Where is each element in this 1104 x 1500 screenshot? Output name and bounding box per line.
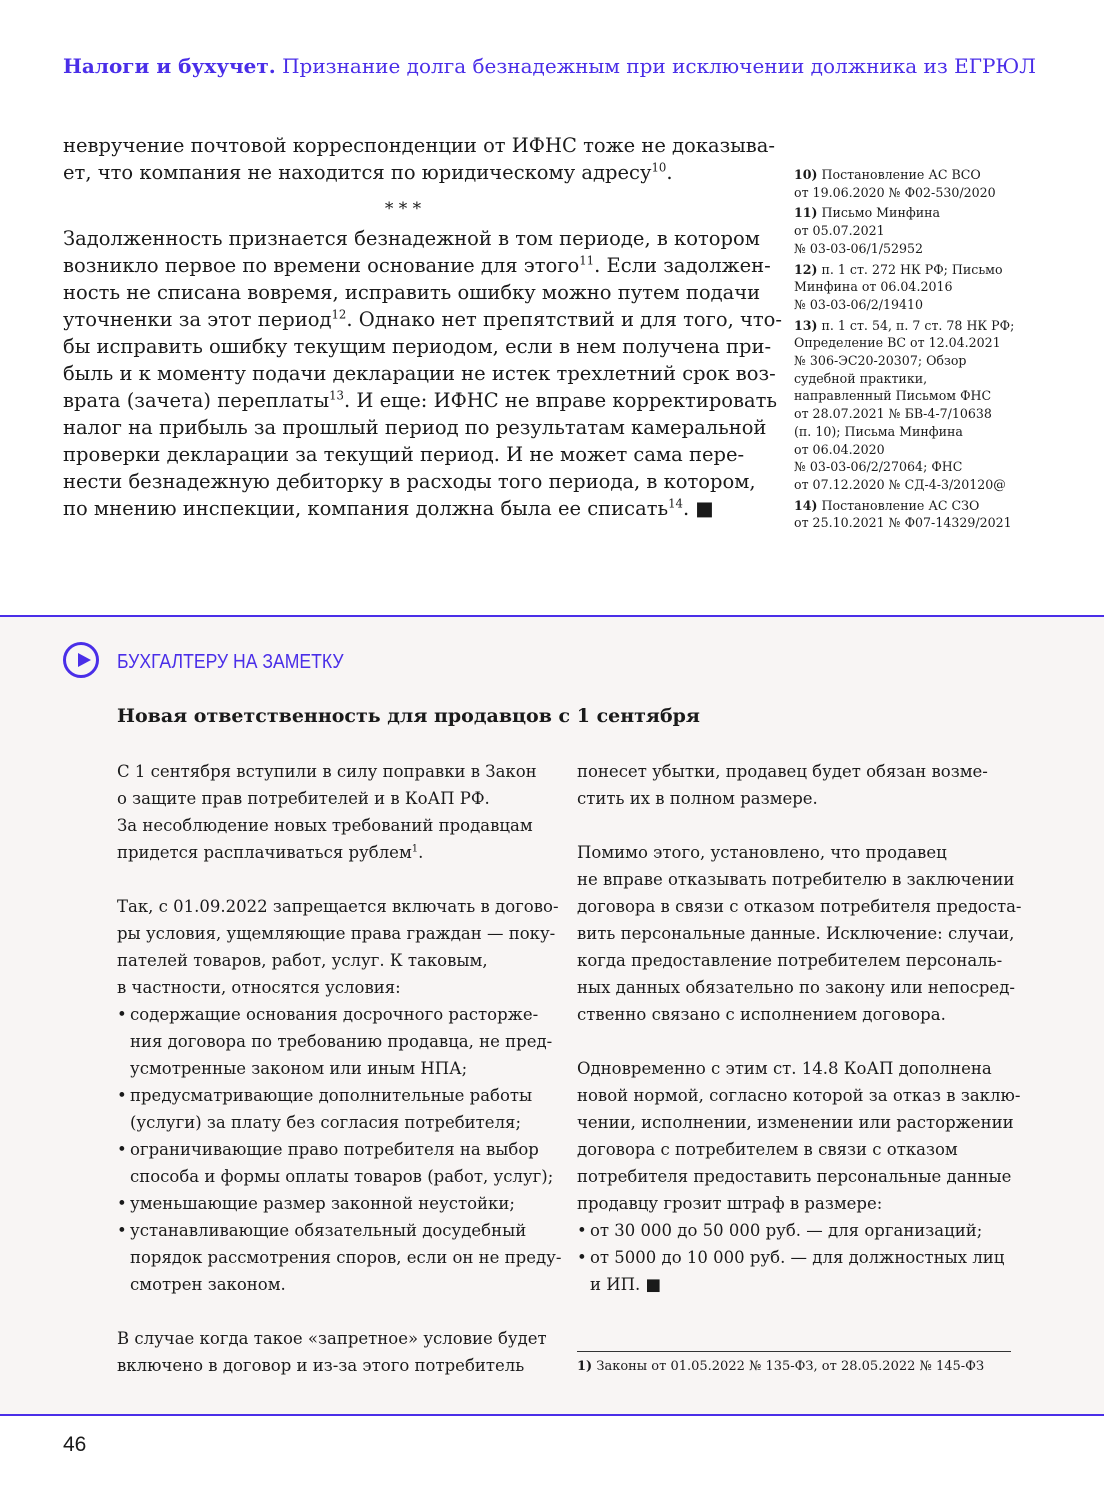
line-text: способа и формы оплаты товаров (работ, услуг); [130,1167,554,1186]
line-text: ственно связано с исполнением договора. [577,1005,946,1024]
list-item-line [117,1028,557,1055]
sidenote-number: 12) [794,261,818,277]
sidenote [794,261,1024,314]
text-line [577,920,1017,947]
text-line: невручение почтовой корреспонденции от ИФНС тоже не доказыва- [63,134,775,157]
sidenote [794,166,1024,201]
line-text: . Однако нет препятствий и для того, что- [346,308,782,331]
box-label: БУХГАЛТЕРУ НА ЗАМЕТКУ [117,651,344,673]
box-column-left [117,758,562,1379]
line-text: вить персональные данные. Исключение: случаи, [577,924,1015,943]
sidenote-line: от 25.10.2021 № Ф07-14329/2021 [794,515,1012,531]
sidenote-line: Постановление АС ВСО [821,167,981,182]
footnote-divider [577,1351,1011,1352]
box-column-right [577,758,1022,1298]
text-line [577,1055,1017,1082]
text-line [577,1136,1017,1163]
line-text: понесет убытки, продавец будет обязан возме- [577,762,988,781]
text-line [63,279,761,306]
text-line [577,1001,1017,1028]
line-text: от 5000 до 10 000 руб. — для должностных лиц [590,1248,1005,1267]
list-item-line [117,1082,557,1109]
text-line [63,225,760,252]
line-text: не вправе отказывать потребителю в заключении [577,870,1015,889]
sidenote-line: (п. 10); Письма Минфина [794,423,963,439]
sidenote-line: Постановление АС СЗО [821,497,980,513]
line-text: и ИП. ■ [590,1275,662,1294]
sidenote-line: № 03-03-06/1/52952 [794,240,924,256]
paragraph-gap [577,812,1017,839]
line-text: Помимо этого, установлено, что продавец [577,843,947,862]
line-text: За несоблюдение новых требований продавцам [117,816,533,835]
page-number: 46 [63,1433,87,1456]
sidenote-line: от 28.07.2021 № БВ-4-7/10638 [794,406,992,422]
line-text: проверки декларации за текущий период. И не может сама пере- [63,443,745,466]
text-line [117,974,557,1001]
sidenote [794,497,1024,532]
sidenote-number: 11) [794,205,818,221]
footnote-ref: 13 [329,388,344,403]
text-line [117,839,557,866]
line-text: С 1 сентября вступили в силу поправки в Закон [117,762,537,781]
text-line [577,1082,1021,1109]
text-line [63,468,756,495]
sidenote-line: № 03-03-06/2/19410 [794,296,924,312]
line-text: чении, исполнении, изменении или расторжении [577,1113,1014,1132]
running-header [63,54,1036,78]
line-text: стить их в полном размере. [577,789,818,808]
line-text: возникло первое по времени основание для этого [63,254,580,277]
sidenote-line: Минфина от 06.04.2016 [794,279,953,295]
line-text: . Если задолжен- [594,254,771,277]
list-item-line [577,1217,1017,1244]
text-line [117,812,557,839]
list-item-line [117,1190,557,1217]
line-text: . ■ [682,497,714,520]
line-text: содержащие основания досрочного расторже- [130,1005,539,1024]
line-text: Так, с 01.09.2022 запрещается включать в догово- [117,897,559,916]
line-text: ность не списана вовремя, исправить ошибку можно путем подачи [63,281,761,304]
line-text: когда предоставление потребителем персональ- [577,951,1003,970]
line-text: договора с потребителем в связи с отказом [577,1140,958,1159]
sidenote-line: п. 1 ст. 54, п. 7 ст. 78 НК РФ; [821,317,1015,333]
line-text: по мнению инспекции, компания должна была ее списать [63,497,669,520]
line-text: (услуги) за плату без согласия потребителя; [130,1113,522,1132]
sidenote [794,204,1024,257]
main-text [63,132,782,522]
line-text: ры условия, ущемляющие права граждан — поку- [117,924,556,943]
list-item-line [577,1244,1017,1271]
header-section: Налоги и бухучет. [63,54,276,78]
sidenote-line: от 07.12.2020 № СД-4-3/20120@ [794,476,1006,492]
text-line [63,333,772,360]
line-text: В случае когда такое «запретное» условие будет [117,1329,547,1348]
footnote-ref: 14 [668,496,683,511]
list-item-line [117,1136,557,1163]
line-text: в частности, относятся условия: [117,978,401,997]
sidenote-number: 14) [794,497,818,513]
text-line [63,414,767,441]
line-text: нести безнадежную дебиторку в расходы того периода, в котором, [63,470,756,493]
list-item-line [117,1055,557,1082]
text-line [117,1325,557,1352]
text-line [577,974,1017,1001]
text-line [577,947,1017,974]
line-text: от 30 000 до 50 000 руб. — для организаций; [590,1221,983,1240]
text-line [577,1190,1017,1217]
sidenote-line: Письмо Минфина [821,205,941,221]
box-footnote: 1) Законы от 01.05.2022 № 135-ФЗ, от 28.05.2022 № 145-ФЗ [577,1359,985,1374]
text-line [577,1109,1017,1136]
line-text: новой нормой, согласно которой за отказ в заклю- [577,1086,1021,1105]
section-separator: * * * [384,199,422,219]
line-text: порядок рассмотрения споров, если он не преду- [130,1248,562,1267]
text-line [117,785,557,812]
line-text: ных данных обязательно по закону или непосред- [577,978,1015,997]
text-line [117,1352,557,1379]
text-line [63,252,771,279]
text-line [117,920,557,947]
sidenote-number: 13) [794,317,818,333]
text-line [117,758,557,785]
play-circle-icon [63,642,99,678]
line-text: налог на прибыль за прошлый период по результатам камеральной [63,416,767,439]
sidenote-line: от 06.04.2020 [794,441,885,457]
list-item-line [117,1109,557,1136]
text-line [577,866,1017,893]
footnote-ref: 10 [651,160,667,175]
list-item-line [117,1271,557,1298]
sidenote-line: № 03-03-06/2/27064; ФНС [794,459,963,475]
footnote-ref: 1 [411,843,419,855]
text-line [577,758,1017,785]
list-item-line [117,1001,557,1028]
sidenote-line: судебной практики, [794,370,928,386]
line-text: пателей товаров, работ, услуг. К таковым, [117,951,488,970]
text-line [577,839,1017,866]
box-title: Новая ответственность для продавцов с 1 сентября [117,705,700,727]
line-text: устанавливающие обязательный досудебный [130,1221,527,1240]
text-line [117,893,557,920]
sidenote [794,317,1024,494]
line-text: потребителя предоставить персональные данные [577,1167,1012,1186]
text-line: ет, что компания не находится по юридическому адресу$^{10}$. [63,160,673,184]
text-line [63,306,782,333]
sidenote-line: направленный Письмом ФНС [794,388,992,404]
line-text: ограничивающие право потребителя на выбор [130,1140,539,1159]
line-text: . И еще: ИФНС не вправе корректировать [343,389,778,412]
line-text: придется расплачиваться рублем [117,843,412,862]
sidenote-line: от 05.07.2021 [794,223,885,239]
line-text: Одновременно с этим ст. 14.8 КоАП дополнена [577,1059,992,1078]
sidenote-line: № 306-ЭС20-20307; Обзор [794,353,967,369]
line-text: договора в связи с отказом потребителя предоста- [577,897,1022,916]
sidenote-line: Определение ВС от 12.04.2021 [794,335,1001,351]
paragraph-gap [117,866,557,893]
line-text: быль и к моменту подачи декларации не истек трехлетний срок воз- [63,362,776,385]
line-text: бы исправить ошибку текущим периодом, если в нем получена при- [63,335,772,358]
line-text: уточненки за этот период [63,308,332,331]
line-text: о защите прав потребителей и в КоАП РФ. [117,789,490,808]
text-line [63,495,743,522]
sidenotes [794,166,1024,535]
sidenote-number: 10) [794,167,818,182]
list-item-line [577,1271,1017,1298]
paragraph-gap [577,1028,1017,1055]
text-line [577,785,1017,812]
line-text: предусматривающие дополнительные работы [130,1086,533,1105]
sidenote-line: от 19.06.2020 № Ф02-530/2020 [794,184,996,200]
line-text: смотрен законом. [130,1275,286,1294]
line-text: усмотренные законом или иным НПА; [130,1059,468,1078]
header-title: Признание долга безнадежным при исключении должника из ЕГРЮЛ [282,54,1036,78]
text-line [577,893,1022,920]
line-text: продавцу грозит штраф в размере: [577,1194,883,1213]
text-line [63,441,743,468]
line-text: уменьшающие размер законной неустойки; [130,1194,515,1213]
line-text: врата (зачета) переплаты [63,389,330,412]
list-item-line [117,1244,562,1271]
line-text: включено в договор и из-за этого потребитель [117,1356,525,1375]
line-text: ния договора по требованию продавца, не пред- [130,1032,553,1051]
accountant-note-box [0,615,1104,1416]
text-line [63,360,776,387]
text-line [63,387,778,414]
list-item-line [117,1217,557,1244]
sidenote-line: п. 1 ст. 272 НК РФ; Письмо [821,261,1003,277]
text-line [117,947,557,974]
footnote-ref: 12 [331,307,347,322]
paragraph-gap [117,1298,557,1325]
list-item-line [117,1163,557,1190]
line-text: . [418,843,424,862]
line-text: Задолженность признается безнадежной в том периоде, в котором [63,227,760,250]
text-line [577,1163,1017,1190]
footnote-ref: 11 [579,253,595,268]
